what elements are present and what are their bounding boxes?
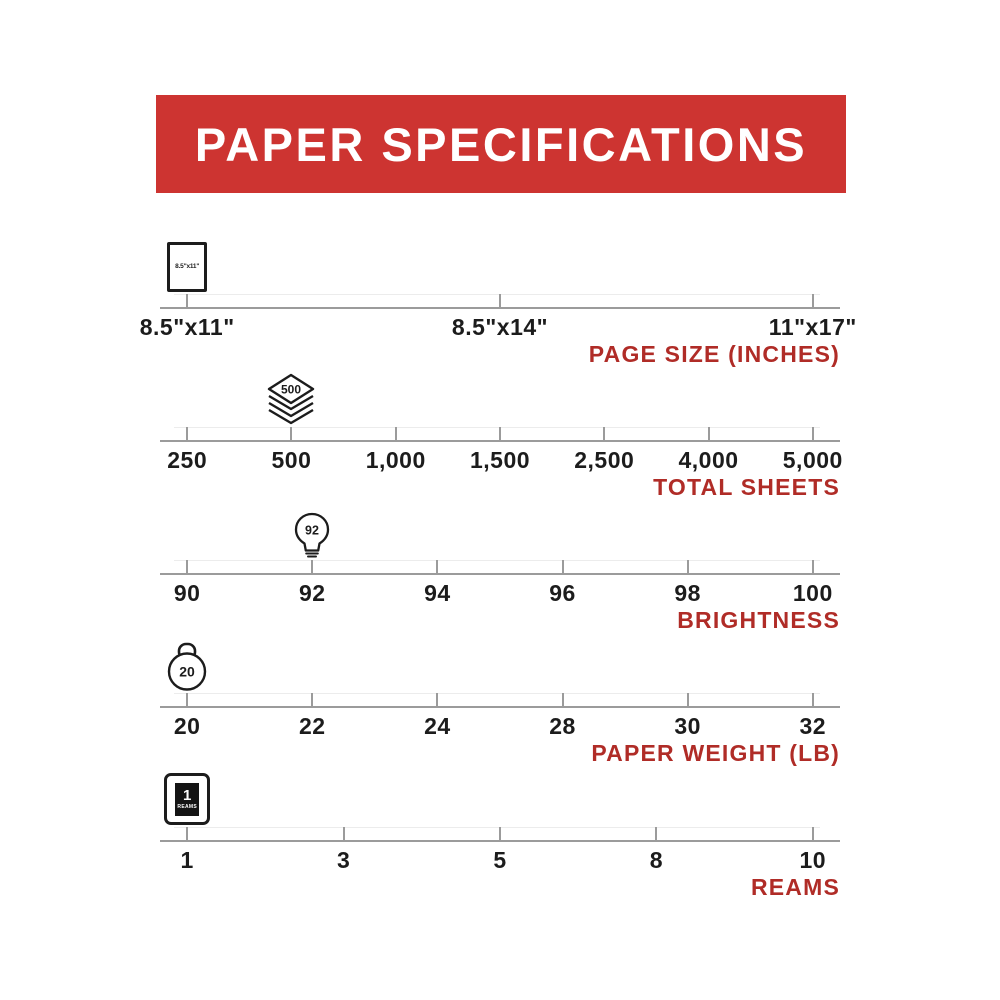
tick-label-paper-weight-5: 32 — [799, 713, 827, 739]
ream-box-icon-inner — [175, 783, 199, 816]
tick-mark-brightness-1 — [311, 560, 313, 573]
tick-label-reams-3: 8 — [649, 847, 664, 873]
reams-axis-faint-line — [174, 827, 820, 828]
page-size-axis-faint-line — [174, 294, 820, 295]
tick-label-total-sheets-5: 4,000 — [678, 447, 739, 473]
tick-label-brightness-0: 90 — [173, 580, 201, 606]
tick-label-paper-weight-4: 30 — [674, 713, 701, 739]
tick-label-total-sheets-4: 2,500 — [574, 447, 635, 473]
tick-label-paper-weight-2: 24 — [424, 713, 451, 739]
tick-label-brightness-2: 94 — [424, 580, 451, 606]
reams-highlight-marker — [164, 773, 210, 825]
paper-weight-highlight-marker — [162, 642, 212, 691]
weight-icon-label: 20 — [179, 663, 195, 680]
scale-row-total-sheets — [0, 378, 1000, 511]
tick-mark-reams-1 — [343, 827, 345, 840]
paper-weight-axis — [160, 644, 840, 777]
ream-box-icon — [164, 773, 210, 825]
tick-label-brightness-5: 100 — [792, 580, 833, 606]
total-sheets-axis-faint-line — [174, 427, 820, 428]
tick-mark-reams-0 — [186, 827, 188, 840]
tick-label-brightness-3: 96 — [549, 580, 576, 606]
tick-mark-paper-weight-3 — [562, 693, 564, 706]
lightbulb-icon-label: 92 — [305, 523, 320, 538]
total-sheets-axis — [160, 378, 843, 511]
tick-label-paper-weight-1: 22 — [299, 713, 326, 739]
brightness-axis-faint-line — [174, 560, 820, 561]
tick-mark-paper-weight-1 — [311, 693, 313, 706]
title-banner — [156, 95, 846, 193]
tick-label-page-size-0: 8.5"x11" — [139, 314, 235, 340]
weight-icon — [162, 642, 212, 691]
tick-label-reams-4: 10 — [799, 847, 827, 873]
scale-row-reams — [0, 778, 1000, 911]
tick-label-brightness-1: 92 — [299, 580, 326, 606]
tick-label-reams-0: 1 — [180, 847, 194, 873]
tick-mark-brightness-0 — [186, 560, 188, 573]
page-size-highlight-marker — [167, 242, 207, 292]
tick-label-paper-weight-0: 20 — [173, 713, 201, 739]
tick-label-page-size-2: 11"x17" — [768, 314, 857, 340]
tick-mark-paper-weight-0 — [186, 693, 188, 706]
paper-sheet-icon-label: 8.5"x11" — [175, 262, 200, 270]
tick-mark-total-sheets-4 — [603, 427, 605, 440]
tick-mark-reams-3 — [655, 827, 657, 840]
ream-box-icon-sublabel: REAMS — [177, 804, 197, 810]
tick-mark-reams-2 — [499, 827, 501, 840]
scale-row-paper-weight — [0, 644, 1000, 777]
page-title: PAPER SPECIFICATIONS — [194, 117, 808, 171]
ream-box-icon-label: 1 — [183, 787, 192, 804]
tick-mark-brightness-2 — [436, 560, 438, 573]
tick-mark-paper-weight-5 — [812, 693, 814, 706]
scale-caption-brightness: BRIGHTNESS — [677, 607, 840, 633]
tick-label-reams-2: 5 — [493, 847, 507, 873]
tick-mark-reams-4 — [812, 827, 814, 840]
tick-mark-paper-weight-4 — [687, 693, 689, 706]
tick-mark-total-sheets-1 — [290, 427, 292, 440]
tick-mark-brightness-3 — [562, 560, 564, 573]
tick-mark-brightness-5 — [812, 560, 814, 573]
total-sheets-highlight-marker — [267, 373, 315, 425]
paper-weight-axis-faint-line — [174, 693, 820, 694]
page-size-axis — [139, 245, 857, 378]
scale-caption-paper-weight: PAPER WEIGHT (LB) — [591, 740, 840, 766]
tick-mark-paper-weight-2 — [436, 693, 438, 706]
sheet-stack-icon — [267, 373, 315, 425]
tick-mark-page-size-0 — [186, 294, 188, 307]
brightness-axis-line — [160, 573, 840, 575]
page-size-axis-line — [160, 307, 840, 309]
tick-mark-total-sheets-0 — [186, 427, 188, 440]
brightness-axis — [160, 511, 840, 644]
tick-mark-page-size-1 — [499, 294, 501, 307]
total-sheets-axis-line — [160, 440, 840, 442]
tick-mark-total-sheets-3 — [499, 427, 501, 440]
brightness-highlight-marker — [291, 512, 333, 558]
tick-label-paper-weight-3: 28 — [549, 713, 576, 739]
tick-mark-brightness-4 — [687, 560, 689, 573]
tick-label-total-sheets-3: 1,500 — [469, 447, 531, 473]
tick-label-brightness-4: 98 — [674, 580, 701, 606]
tick-label-page-size-1: 8.5"x14" — [451, 314, 549, 340]
scale-caption-page-size: PAGE SIZE (INCHES) — [588, 341, 840, 367]
scale-row-page-size — [0, 245, 1000, 378]
tick-label-reams-1: 3 — [336, 847, 351, 873]
sheet-stack-icon-label: 500 — [281, 382, 302, 397]
tick-label-total-sheets-6: 5,000 — [782, 447, 843, 473]
scale-caption-reams: REAMS — [750, 874, 840, 900]
tick-label-total-sheets-0: 250 — [167, 447, 208, 473]
scale-caption-total-sheets: TOTAL SHEETS — [653, 474, 840, 500]
reams-axis — [160, 778, 840, 911]
tick-mark-total-sheets-2 — [395, 427, 397, 440]
scale-row-brightness — [0, 511, 1000, 644]
tick-mark-total-sheets-5 — [708, 427, 710, 440]
lightbulb-icon — [291, 512, 333, 558]
paper-weight-axis-line — [160, 706, 840, 708]
tick-mark-page-size-2 — [812, 294, 814, 307]
tick-label-total-sheets-1: 500 — [271, 447, 312, 473]
tick-mark-total-sheets-6 — [812, 427, 814, 440]
paper-sheet-icon — [167, 242, 207, 292]
tick-label-total-sheets-2: 1,000 — [365, 447, 426, 473]
reams-axis-line — [160, 840, 840, 842]
